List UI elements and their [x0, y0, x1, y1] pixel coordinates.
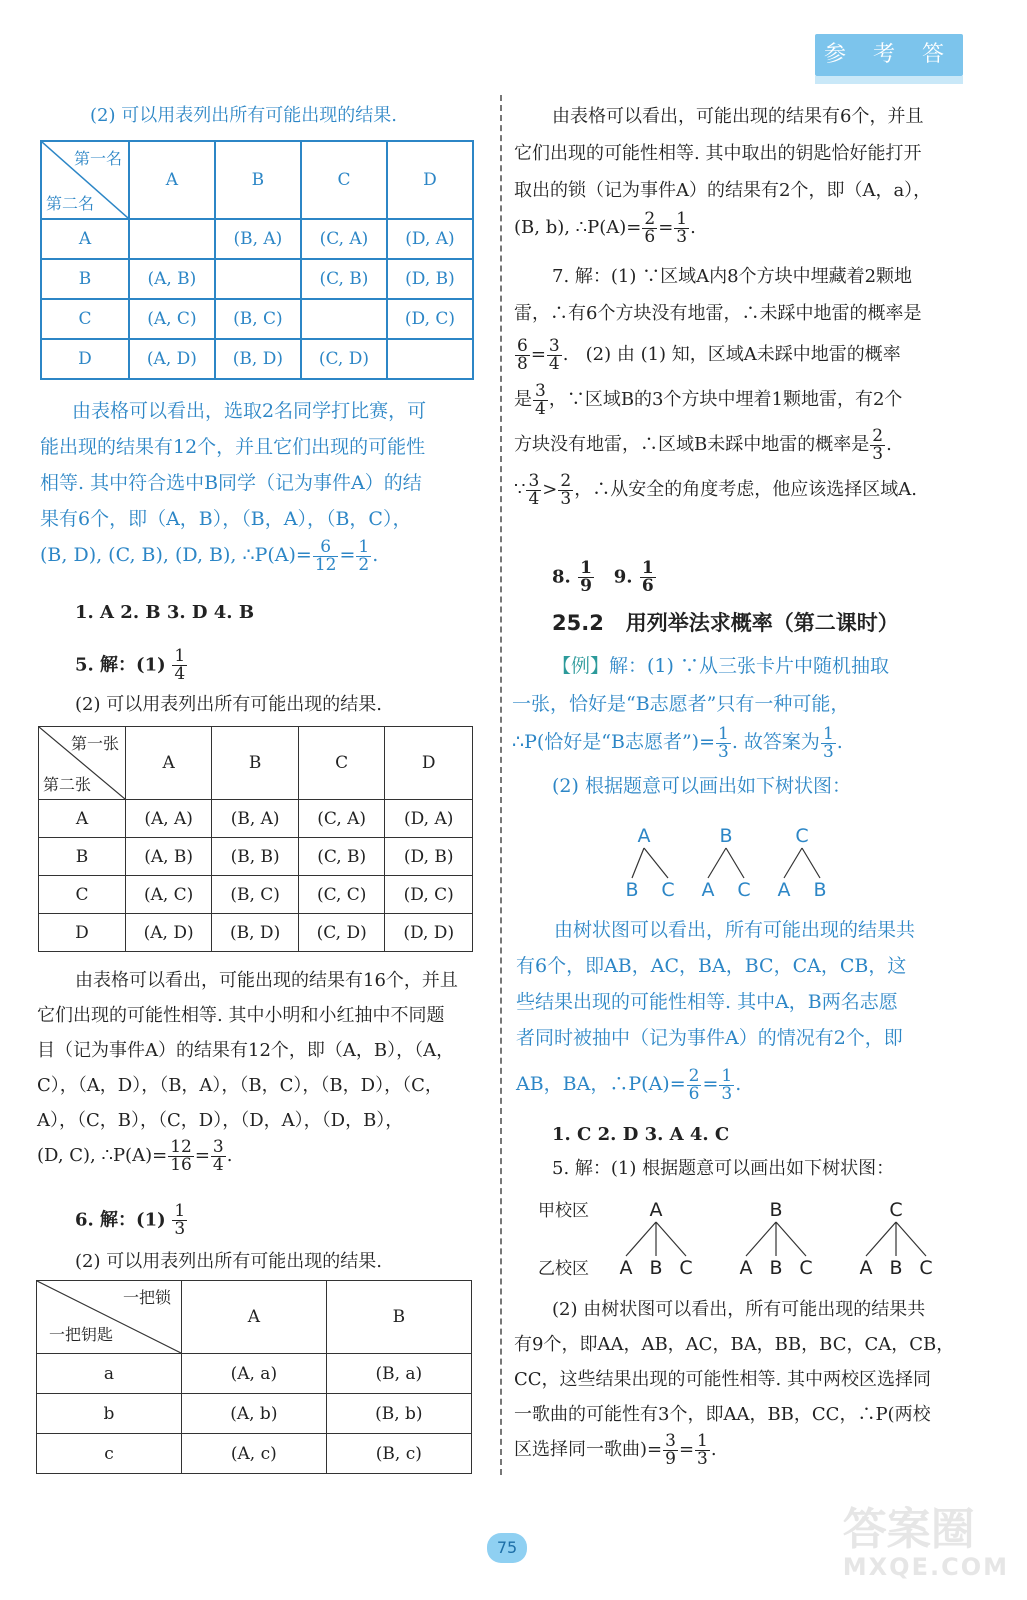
row-header: B	[41, 259, 129, 299]
table-cell: (C, D)	[301, 339, 387, 379]
tree-leaf: A	[739, 1257, 753, 1279]
tree-leaf: C	[661, 879, 675, 901]
col-header: B	[326, 1281, 471, 1354]
fraction: $\frac{2}{3}$	[872, 425, 884, 464]
col-header: C	[301, 141, 387, 219]
row-header: b	[37, 1394, 182, 1434]
diag-top-label: 第一张	[70, 734, 119, 753]
fraction: $\frac{3}{4}$	[535, 380, 546, 419]
tree-leaf: C	[799, 1257, 813, 1279]
tree-leaf: B	[889, 1257, 903, 1279]
text-line: 有9个，即AA，AB，AC，BA，BB，BC，CA，CB，	[514, 1334, 955, 1355]
text-line: 7. 解：(1) ∵区域A内8个方块中埋藏着2颗地	[552, 266, 913, 287]
col-header: B	[215, 141, 301, 219]
tree-root: A	[649, 1199, 663, 1221]
row-header: c	[37, 1434, 182, 1474]
tree-leaf: C	[679, 1257, 693, 1279]
tree-root: B	[769, 1199, 783, 1221]
fraction: $\frac{3}{4}$	[212, 1136, 224, 1175]
table-cell: (D, B)	[385, 838, 473, 876]
col-header: A	[129, 141, 215, 219]
text-line: ∴P(恰好是“B志愿者”)=	[512, 731, 716, 753]
diag-header-cell	[39, 727, 126, 800]
example-block: 【例】解：(1) ∵从三张卡片中随机抽取 一张，恰好是“B志愿者”只有一种可能， ∴P(恰好是“B志愿者”)= $\frac{1}{3}$ . 故答案为 $\frac{1}{3}$ . (2) 根据题意可以画出如下树状图：	[512, 647, 889, 805]
table-cell: (B, a)	[326, 1354, 471, 1394]
diag-header-cell	[37, 1281, 182, 1354]
text-line: (B, D), (C, B), (D, B), ∴P(A)=	[40, 544, 312, 566]
table-cell	[215, 259, 301, 299]
tree-root: B	[719, 825, 733, 847]
fraction: $\frac{1}{6}$	[641, 558, 654, 596]
table-cell: (B, C)	[215, 299, 301, 339]
text-line: 由表格可以看出，可能出现的结果有16个，并且	[75, 970, 458, 991]
diag-bottom-label: 第二张	[43, 775, 92, 794]
fraction: $\frac{3}{4}$	[548, 335, 560, 374]
text-line: (2) 根据题意可以画出如下树状图：	[552, 775, 851, 797]
diag-top-label: 一把锁	[122, 1288, 171, 1307]
table-row	[41, 299, 473, 339]
table-row	[41, 339, 473, 379]
table-cell: (B, A)	[215, 219, 301, 259]
table-cell: (B, D)	[215, 339, 301, 379]
table-cell	[387, 339, 473, 379]
tree-diagram-1	[600, 820, 840, 910]
text-line: 果有6个，即（A，B），（B，A），（B，C），	[40, 508, 412, 530]
text-line: 雷，∴有6个方块没有地雷，∴未踩中地雷的概率是	[514, 303, 922, 324]
results-table-2	[38, 726, 473, 952]
text-line: 能出现的结果有12个，并且它们出现的可能性	[40, 436, 426, 458]
table-row	[39, 876, 473, 914]
text-line: (2) 由树状图可以看出，所有可能出现的结果共	[552, 1299, 926, 1320]
table-cell: (B, A)	[212, 800, 299, 838]
col-header: D	[387, 141, 473, 219]
text-line: 由树状图可以看出，所有可能出现的结果共	[554, 919, 916, 941]
column-divider	[500, 95, 502, 1475]
row-header: C	[41, 299, 129, 339]
row-header: D	[39, 914, 126, 952]
table-cell: (D, B)	[387, 259, 473, 299]
text-line: 者同时被抽中（记为事件A）的情况有2个，即	[516, 1027, 903, 1049]
text-line: 它们出现的可能性相等. 其中取出的钥匙恰好能打开	[514, 143, 922, 164]
table-row	[37, 1434, 472, 1474]
watermark: 答案圈 MXQE.COM	[842, 1504, 1009, 1581]
col-header: A	[126, 727, 212, 800]
diag-bottom-label: 一把钥匙	[49, 1325, 114, 1344]
table-row	[39, 914, 473, 952]
table-cell: (B, b)	[326, 1394, 471, 1434]
table-cell: (A, B)	[129, 259, 215, 299]
fraction: $\frac{1}{3}$	[676, 208, 688, 247]
row-header: a	[37, 1354, 182, 1394]
row-header: A	[41, 219, 129, 259]
answer-key-badge: 参 考 答 案	[815, 34, 963, 76]
text-line: 相等. 其中符合选中B同学（记为事件A）的结	[40, 472, 422, 494]
text-line: . 故答案为	[731, 731, 820, 753]
table-cell: (C, D)	[298, 914, 384, 952]
q5-right-part2: (2) 由树状图可以看出，所有可能出现的结果共 有9个，即AA，AB，AC，BA，BB，BC，CA，CB， CC，这些结果出现的可能性相等. 其中两校区选择同 一歌曲的可能性有3个，即AA，BB，CC，∴P(两校 区选择同一歌曲)= $\frac{3}{9}$ = $\frac{1}{3}$ .	[552, 1292, 954, 1468]
table-cell: (C, A)	[298, 800, 384, 838]
right-para2: 由树状图可以看出，所有可能出现的结果共 有6个，即AB，AC，BA，BC，CA，CB，这 些结果出现的可能性相等. 其中A，B两名志愿 者同时被抽中（记为事件A）的情况有2个，即 AB，BA，∴P(A)= $\frac{2}{6}$ = $\frac{1}{3}$ .	[516, 912, 915, 1103]
fraction: $\frac{1}{3}$	[718, 723, 729, 762]
tree-leaf: A	[777, 879, 791, 901]
table-row	[37, 1354, 472, 1394]
fraction: $\frac{1}{3}$	[822, 723, 834, 762]
left-p2-intro: (2) 可以用表列出所有可能出现的结果.	[90, 105, 397, 126]
tree-leaf: C	[919, 1257, 933, 1279]
table-row	[41, 259, 473, 299]
row-header: D	[41, 339, 129, 379]
text-line: C），（A，D），（B，A），（B，C），（B，D），（C，	[37, 1075, 443, 1096]
table-cell: (D, A)	[385, 800, 473, 838]
text-line: (2) 由 (1) 知，区域A未踩中地雷的概率	[585, 344, 901, 365]
q5-part2: (2) 可以用表列出所有可能出现的结果.	[75, 694, 382, 715]
text-line: (D, C), ∴P(A)=	[37, 1145, 168, 1166]
fraction: $\frac{6}{12}$	[314, 536, 337, 575]
fraction: $\frac{1}{2}$	[358, 536, 370, 575]
mc-answers-1: 1. A 2. B 3. D 4. B	[75, 602, 255, 623]
fraction: $\frac{3}{4}$	[528, 470, 540, 509]
fraction: $\frac{2}{6}$	[644, 208, 656, 247]
fraction: $\frac{1}{3}$	[721, 1065, 733, 1104]
text-line: 它们出现的可能性相等. 其中小明和小红抽中不同题	[37, 1005, 445, 1026]
section-heading: 25.2 用列举法求概率（第二课时）	[552, 611, 899, 635]
q6-part2: (2) 可以用表列出所有可能出现的结果.	[75, 1251, 382, 1272]
tree-label-bottom: 乙校区	[538, 1259, 589, 1279]
tree-leaf: A	[701, 879, 715, 901]
table-cell: (B, B)	[212, 838, 299, 876]
diag-top-label: 第一名	[73, 149, 122, 168]
tree-leaf: B	[769, 1257, 783, 1279]
tree-leaf: A	[859, 1257, 873, 1279]
table-cell: (B, c)	[326, 1434, 471, 1474]
q6-label: 6. 解：(1)	[75, 1209, 166, 1231]
row-header: C	[39, 876, 126, 914]
table-cell: (C, A)	[301, 219, 387, 259]
table-row	[41, 219, 473, 259]
table-cell: (B, C)	[212, 876, 299, 914]
table-cell: (D, C)	[385, 876, 473, 914]
table-row	[39, 838, 473, 876]
text-line: 由表格可以看出，选取2名同学打比赛，可	[72, 400, 427, 422]
tree-root: A	[637, 825, 651, 847]
row-header: A	[39, 800, 126, 838]
text-line: 一歌曲的可能性有3个，即AA，BB，CC，∴P(两校	[514, 1404, 931, 1425]
text-line: (B, b), ∴P(A)=	[514, 217, 642, 238]
text-line: 有6个，即AB，AC，BA，BC，CA，CB，这	[516, 955, 907, 977]
q7-block: 7. 解：(1) ∵区域A内8个方块中埋藏着2颗地 雷，∴有6个方块没有地雷，∴未踩中地雷的概率是 $\frac{6}{8}$ = $\frac{3}{4}$ . (2) 由 (1) 知，区域A未踩中地雷的概率 是 $\frac{3}{4}$ ，∵区域B的3个方块中埋着1颗地雷，有2个 方块没有地雷，∴区域B未踩中地雷的概率是 $\frac{2}{3}$ . ∵ $\frac{3}{4}$ > $\frac{2}{3}$ ，∴从安全的角度考虑，他应该选择区域A.	[552, 258, 921, 508]
table-cell	[301, 299, 387, 339]
row-header: B	[39, 838, 126, 876]
tree-diagram-2	[536, 1194, 956, 1284]
text-line: AB，BA，∴P(A)=	[516, 1073, 686, 1095]
diag-header-cell	[41, 141, 129, 219]
col-header: C	[298, 727, 384, 800]
results-table-3	[36, 1280, 472, 1474]
fraction: $\frac{1}{3}$	[697, 1430, 708, 1469]
page-number: 75	[487, 1533, 527, 1563]
q5-label: 5. 解：(1)	[75, 654, 166, 676]
text-line: 区选择同一歌曲)=	[514, 1439, 663, 1460]
fraction: $\frac{2}{3}$	[560, 470, 572, 509]
tree-leaf: A	[619, 1257, 633, 1279]
q8-q9-answers: 8. $\frac{1}{9}$ 9. $\frac{1}{6}$	[552, 558, 654, 596]
text-line: 一张，恰好是“B志愿者”只有一种可能，	[512, 693, 850, 715]
col-header: A	[182, 1281, 327, 1354]
results-table-1	[40, 140, 474, 380]
tree-leaf: C	[737, 879, 751, 901]
tree-root: C	[795, 825, 809, 847]
table-cell: (A, c)	[182, 1434, 327, 1474]
table-cell: (A, D)	[126, 914, 212, 952]
text-line: 是	[514, 389, 532, 410]
diag-bottom-label: 第二名	[46, 194, 95, 213]
text-line: 取出的锁（记为事件A）的结果有2个，即（A，a），	[514, 180, 932, 201]
table-cell: (C, C)	[298, 876, 384, 914]
table-row	[37, 1394, 472, 1434]
mc-answers-2: 1. C 2. D 3. A 4. C	[552, 1124, 730, 1145]
example-tag: 【例】	[552, 655, 610, 677]
table-cell: (A, b)	[182, 1394, 327, 1434]
text-line: 目（记为事件A）的结果有12个，即（A，B），（A，	[37, 1040, 455, 1061]
text-line: 由表格可以看出，可能出现的结果有6个，并且	[552, 106, 924, 127]
left-para1: 由表格可以看出，选取2名同学打比赛，可 能出现的结果有12个，并且它们出现的可能性 相等. 其中符合选中B同学（记为事件A）的结 果有6个，即（A，B），（B，A），（B，C）， (B, D), (C, B), (D, B), ∴P(A)= $\frac{6}{12}$ = $\frac{1}{2}$ .	[72, 393, 426, 574]
table-cell: (C, B)	[301, 259, 387, 299]
table-cell: (A, D)	[129, 339, 215, 379]
table-cell: (B, D)	[212, 914, 299, 952]
left-para2: 由表格可以看出，可能出现的结果有16个，并且 它们出现的可能性相等. 其中小明和小红抽中不同题 目（记为事件A）的结果有12个，即（A，B），（A， C），（A，D），（B，A），（B，C），（B，D），（C， A），（C，B），（C，D），（D，A），（D，B）， (D, C), ∴P(A)= $\frac{12}{16}$ = $\frac{3}{4}$ .	[75, 963, 458, 1174]
col-header: D	[385, 727, 473, 800]
q5-right-line1: 5. 解：(1) 根据题意可以画出如下树状图：	[552, 1158, 895, 1179]
table-cell	[129, 219, 215, 259]
fraction: $\frac{1}{9}$	[580, 558, 592, 596]
fraction: $\frac{1}{4}$	[174, 646, 186, 684]
fraction: $\frac{6}{8}$	[517, 335, 528, 374]
text-line: 方块没有地雷，∴区域B未踩中地雷的概率是	[514, 434, 870, 455]
table-cell: (A, a)	[182, 1354, 327, 1394]
table-cell: (A, C)	[126, 876, 212, 914]
col-header: B	[212, 727, 299, 800]
tree-label-top: 甲校区	[538, 1201, 589, 1221]
tree-leaf: B	[813, 879, 827, 901]
table-cell: (C, B)	[298, 838, 384, 876]
table-cell: (D, D)	[385, 914, 473, 952]
table-cell: (A, C)	[129, 299, 215, 339]
text-line: A），（C，B），（C，D），（D，A），（D，B），	[37, 1110, 404, 1131]
table-row	[39, 800, 473, 838]
table-cell: (D, C)	[387, 299, 473, 339]
table-cell: (A, A)	[126, 800, 212, 838]
text-line: CC，这些结果出现的可能性相等. 其中两校区选择同	[514, 1369, 931, 1390]
tree-root: C	[889, 1199, 903, 1221]
right-para1: 由表格可以看出，可能出现的结果有6个，并且 它们出现的可能性相等. 其中取出的钥匙恰好能打开 取出的锁（记为事件A）的结果有2个，即（A，a）， (B, b), ∴P(A)= $\frac{2}{6}$ = $\frac{1}{3}$ .	[552, 98, 931, 246]
tree-leaf: B	[649, 1257, 663, 1279]
table-cell: (D, A)	[387, 219, 473, 259]
text-line: 解：(1) ∵从三张卡片中随机抽取	[609, 655, 889, 677]
fraction: $\frac{3}{9}$	[665, 1430, 676, 1469]
fraction: $\frac{12}{16}$	[170, 1136, 192, 1175]
table-cell: (A, B)	[126, 838, 212, 876]
fraction: $\frac{2}{6}$	[688, 1065, 700, 1104]
fraction: $\frac{1}{3}$	[174, 1201, 186, 1239]
text-line: ，∴从安全的角度考虑，他应该选择区域A.	[574, 479, 917, 500]
tree-leaf: B	[625, 879, 639, 901]
text-line: ，∵区域B的3个方块中埋着1颗地雷，有2个	[548, 389, 903, 410]
text-line: 些结果出现的可能性相等. 其中A，B两名志愿	[516, 991, 898, 1013]
